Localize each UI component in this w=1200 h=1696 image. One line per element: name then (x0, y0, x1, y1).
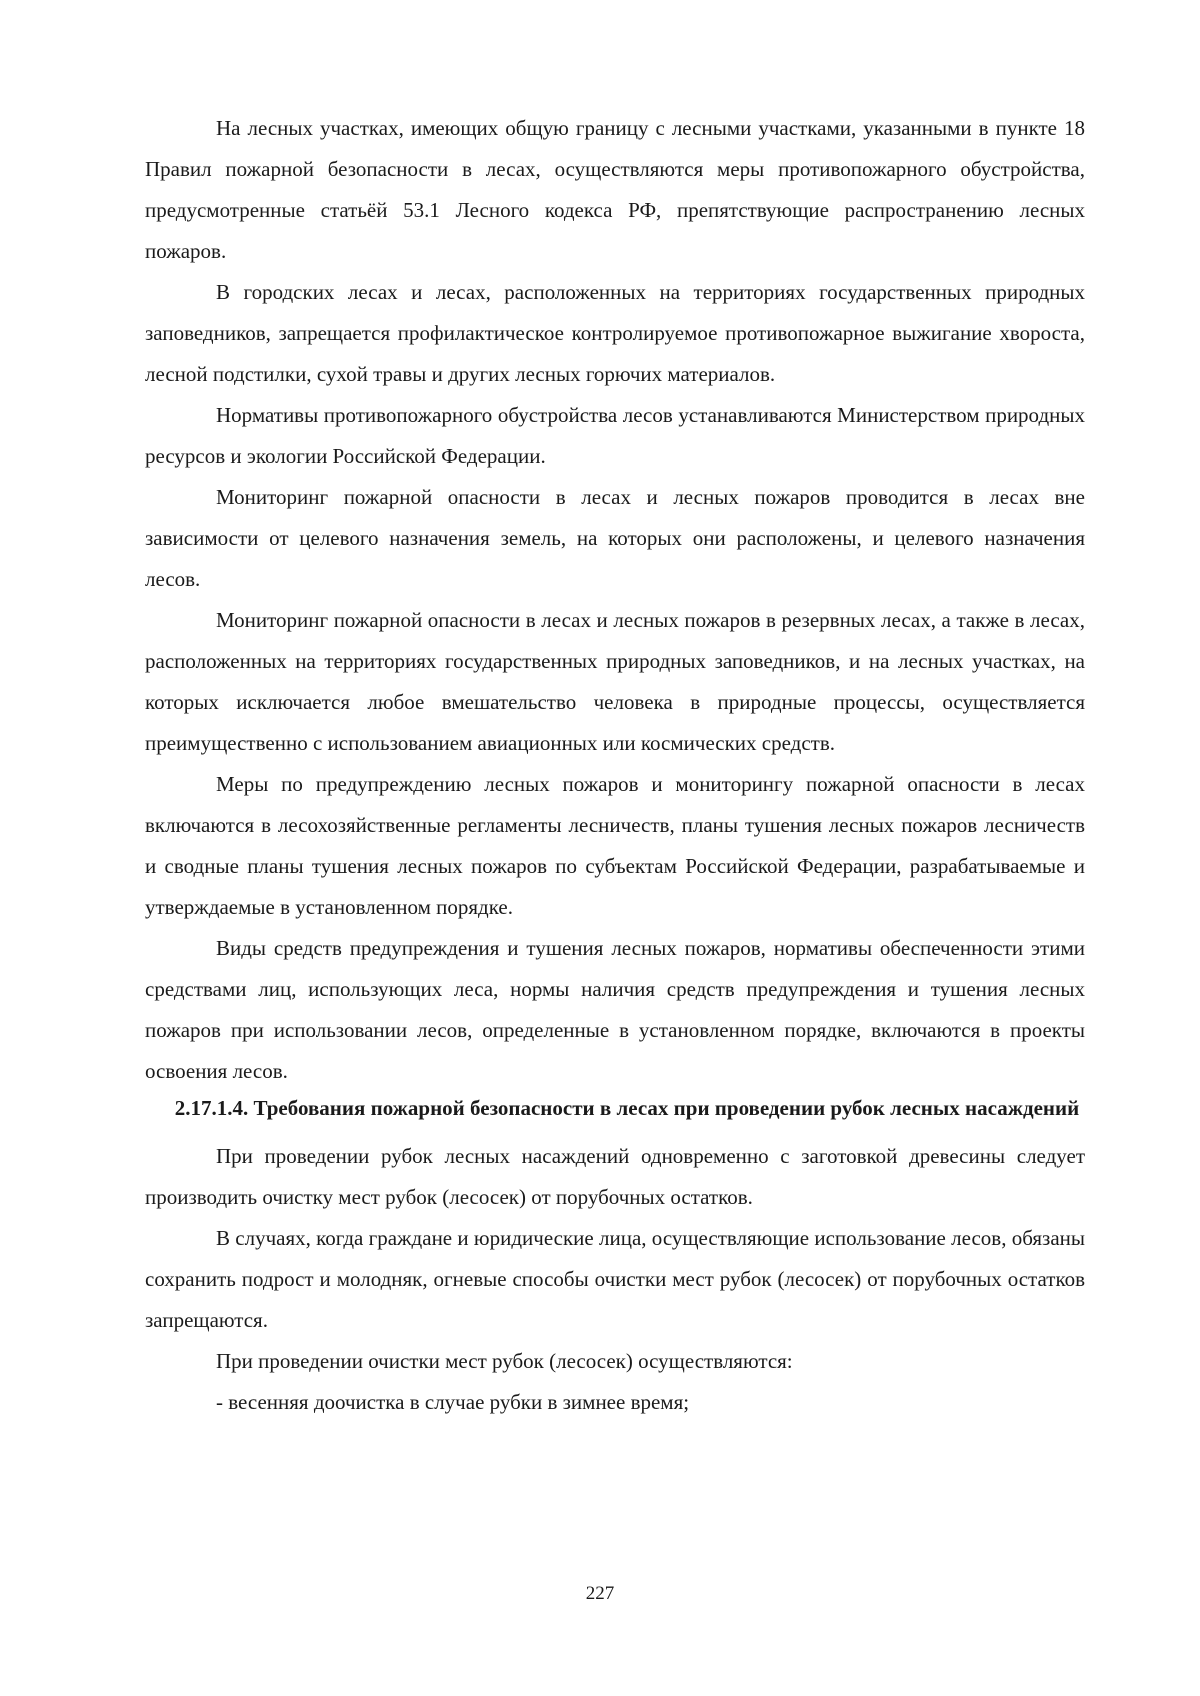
paragraph-clearing-intro: При проведении очистки мест рубок (лесосек) осуществляются: (216, 1349, 793, 1373)
paragraph-clearing: При проведении рубок лесных насаждений одновременно с заготовкой древесины следует производить очистку мест рубок (лесосек) от порубочных остатков. (145, 1144, 1085, 1209)
paragraph-monitoring-reserve: Мониторинг пожарной опасности в лесах и лесных пожаров в резервных лесах, а также в лесах, расположенных на территориях государственных природных заповедников, и на лесных участках, на которых исключается любое вмешательство человека в природные процессы, осуществляется преимущественно с использованием авиационных или космических средств. (145, 608, 1085, 755)
section-heading: 2.17.1.4. Требования пожарной безопасности в лесах при проведении рубок лесных насаждений (174, 1096, 1080, 1120)
paragraph-prevention-measures: Меры по предупреждению лесных пожаров и мониторингу пожарной опасности в лесах включаются в лесохозяйственные регламенты лесничеств, планы тушения лесных пожаров лесничеств и сводные планы тушения лесных пожаров по субъектам Российской Федерации, разрабатываемые и утверждаемые в установленном порядке. (145, 772, 1085, 919)
list-item-spring-clearing: - весенняя доочистка в случае рубки в зимнее время; (216, 1390, 690, 1414)
paragraph-border-plots: На лесных участках, имеющих общую границу с лесными участками, указанными в пункте 18 Правил пожарной безопасности в лесах, осуществляются меры противопожарного обустройства, предусмотренные статьёй 53.1 Лесного кодекса РФ, препятствующие распространению лесных пожаров. (145, 116, 1085, 263)
paragraph-means-types: Виды средств предупреждения и тушения лесных пожаров, нормативы обеспеченности этими средствами лиц, использующих леса, нормы наличия средств предупреждения и тушения лесных пожаров при использовании лесов, определенные в установленном порядке, включаются в проекты освоения лесов. (145, 936, 1085, 1083)
paragraph-monitoring: Мониторинг пожарной опасности в лесах и лесных пожаров проводится в лесах вне зависимости от целевого назначения земель, на которых они расположены, и целевого назначения лесов. (145, 485, 1085, 591)
paragraph-fire-clearing-ban: В случаях, когда граждане и юридические лица, осуществляющие использование лесов, обязаны сохранить подрост и молодняк, огневые способы очистки мест рубок (лесосек) от порубочных остатков запрещаются. (145, 1226, 1085, 1332)
page-number: 227 (585, 1583, 615, 1604)
paragraph-urban-forests: В городских лесах и лесах, расположенных на территориях государственных природных заповедников, запрещается профилактическое контролируемое противопожарное выжигание хвороста, лесной подстилки, сухой травы и других лесных горючих материалов. (145, 280, 1085, 386)
document-page (145, 108, 1085, 1423)
paragraph-fire-norms: Нормативы противопожарного обустройства лесов устанавливаются Министерством природных ресурсов и экологии Российской Федерации. (145, 403, 1085, 468)
